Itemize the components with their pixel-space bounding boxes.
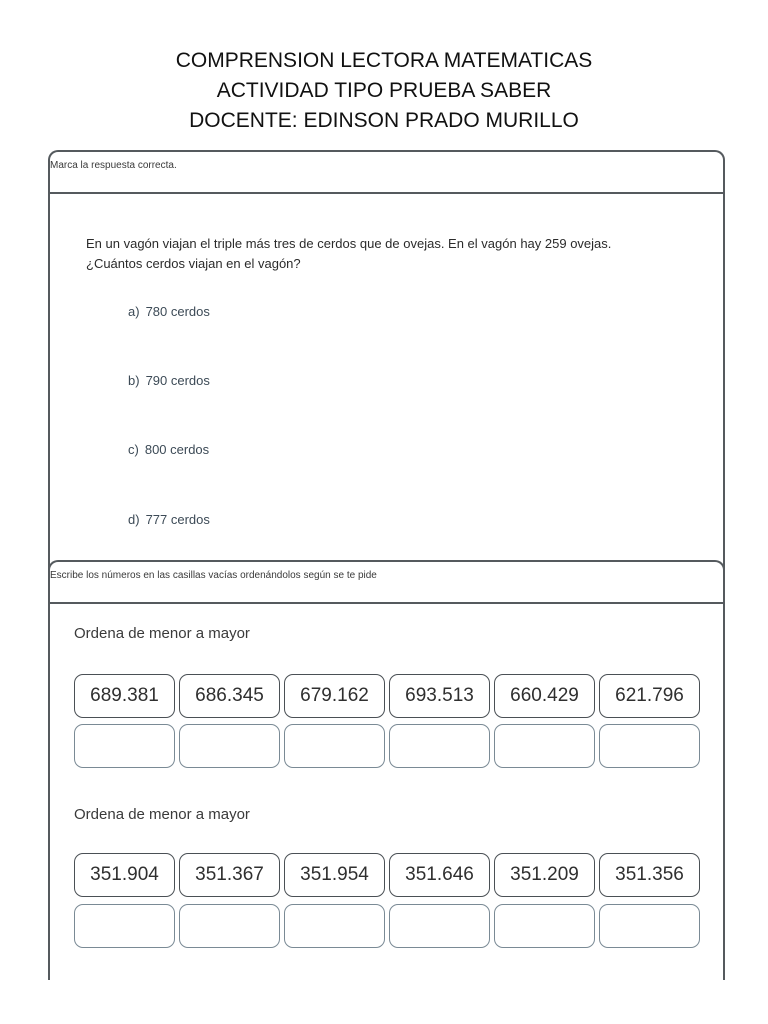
option-text: 780 cerdos <box>145 304 210 319</box>
option-letter: c) <box>128 442 139 457</box>
multiple-choice-card <box>48 150 725 580</box>
option-text: 800 cerdos <box>144 442 210 457</box>
option-letter: b) <box>128 373 140 388</box>
card-instruction: Escribe los números en las casillas vacías ordenándolos según se te pide <box>50 570 377 581</box>
section-title: Ordena de menor a mayor <box>74 625 250 642</box>
number-box: 351.367 <box>179 853 280 897</box>
answer-box[interactable] <box>284 724 385 768</box>
number-box: 621.796 <box>599 674 700 718</box>
answer-row <box>74 904 700 948</box>
option-b[interactable] <box>128 373 210 388</box>
option-letter: a) <box>128 304 140 319</box>
answer-box[interactable] <box>74 904 175 948</box>
number-box: 351.646 <box>389 853 490 897</box>
answer-box[interactable] <box>74 724 175 768</box>
answer-box[interactable] <box>599 904 700 948</box>
question-line-1: En un vagón viajan el triple más tres de cerdos que de ovejas. En el vagón hay 259 ovejas. <box>86 236 612 251</box>
card-instruction: Marca la respuesta correcta. <box>50 160 177 171</box>
number-box: 686.345 <box>179 674 280 718</box>
card-instruction-bar <box>50 152 723 194</box>
number-box: 351.356 <box>599 853 700 897</box>
option-letter: d) <box>128 512 140 527</box>
question-text <box>86 234 686 274</box>
answer-box[interactable] <box>389 904 490 948</box>
answer-box[interactable] <box>494 724 595 768</box>
answer-box[interactable] <box>389 724 490 768</box>
card-instruction-bar <box>50 562 723 604</box>
option-text: 777 cerdos <box>145 512 210 527</box>
number-box: 679.162 <box>284 674 385 718</box>
number-row <box>74 674 700 718</box>
number-box: 689.381 <box>74 674 175 718</box>
number-row <box>74 853 700 897</box>
header-title: COMPRENSION LECTORA MATEMATICAS <box>175 49 593 72</box>
number-box: 351.904 <box>74 853 175 897</box>
option-a[interactable] <box>128 304 210 319</box>
option-text: 790 cerdos <box>145 373 210 388</box>
answer-box[interactable] <box>284 904 385 948</box>
section-title: Ordena de menor a mayor <box>74 806 250 823</box>
number-box: 693.513 <box>389 674 490 718</box>
question-line-2: ¿Cuántos cerdos viajan en el vagón? <box>86 256 301 271</box>
option-d[interactable] <box>128 512 210 527</box>
answer-box[interactable] <box>599 724 700 768</box>
number-box: 660.429 <box>494 674 595 718</box>
number-box: 351.209 <box>494 853 595 897</box>
number-box: 351.954 <box>284 853 385 897</box>
header-teacher: DOCENTE: EDINSON PRADO MURILLO <box>189 109 579 132</box>
header-subtitle: ACTIVIDAD TIPO PRUEBA SABER <box>216 79 552 102</box>
answer-box[interactable] <box>179 904 280 948</box>
answer-box[interactable] <box>494 904 595 948</box>
option-c[interactable] <box>128 442 209 457</box>
answer-box[interactable] <box>179 724 280 768</box>
answer-row <box>74 724 700 768</box>
document-header <box>0 46 768 136</box>
ordering-card <box>48 560 725 980</box>
